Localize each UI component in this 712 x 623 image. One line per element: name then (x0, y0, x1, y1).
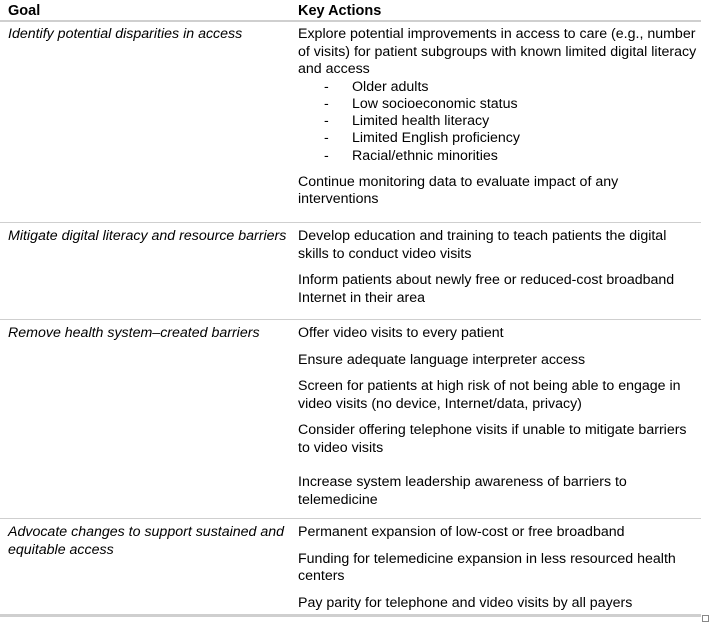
subgroup-list (298, 79, 698, 165)
list-item: - Limited English proficiency (324, 130, 520, 147)
list-item: - Low socioeconomic status (324, 95, 518, 112)
list-item: - Older adults (324, 78, 429, 95)
goal-cell: Remove health system–created barriers (8, 325, 260, 341)
goal-cell: Mitigate digital literacy and resource barriers (8, 228, 287, 244)
table-row (0, 320, 701, 519)
actions-cell (298, 320, 698, 509)
action-item: Permanent expansion of low-cost or free broadband (298, 524, 625, 540)
list-item: - Limited health literacy (324, 113, 490, 130)
table-row (0, 223, 701, 320)
action-item: Screen for patients at high risk of not being able to engage in video visits (no device, Internet/data, privacy) (298, 378, 681, 412)
table-row (0, 519, 701, 617)
action-item: Ensure adequate language interpreter access (298, 351, 586, 368)
dash-marker: - (324, 78, 329, 95)
action-item: Inform patients about newly free or reduced-cost broadband Internet in their area (298, 272, 675, 306)
goal-cell: Identify potential disparities in access (8, 26, 243, 42)
action-item: Continue monitoring data to evaluate impact of any interventions (298, 173, 619, 208)
table-header (0, 0, 701, 22)
goal-column-header: Goal (8, 3, 41, 19)
dash-marker: - (324, 113, 329, 130)
actions-cell (298, 22, 698, 209)
list-item: - Racial/ethnic minorities (324, 147, 498, 164)
goal-cell: Advocate changes to support sustained and equitable access (8, 524, 285, 558)
actions-column-header: Key Actions (298, 3, 382, 19)
action-item: Explore potential improvements in access to care (e.g., number of visits) for patient subgroups with known limited digital literacy and access (298, 26, 697, 77)
action-item: Funding for telemedicine expansion in less resourced health centers (298, 550, 676, 584)
dash-marker: - (324, 95, 329, 112)
action-item: Offer video visits to every patient (298, 325, 504, 341)
action-item: Increase system leadership awareness of barriers to telemedicine (298, 474, 627, 508)
resize-handle[interactable] (702, 615, 709, 622)
action-item: Pay parity for telephone and video visits by all payers (298, 594, 633, 611)
action-item: Consider offering telephone visits if unable to mitigate barriers to video visits (298, 422, 687, 456)
actions-cell (298, 223, 698, 307)
dash-marker: - (324, 130, 329, 147)
actions-cell (298, 519, 698, 612)
dash-marker: - (324, 147, 329, 164)
table-row (0, 22, 701, 223)
action-item: Develop education and training to teach patients the digital skills to conduct video visits (298, 228, 667, 262)
